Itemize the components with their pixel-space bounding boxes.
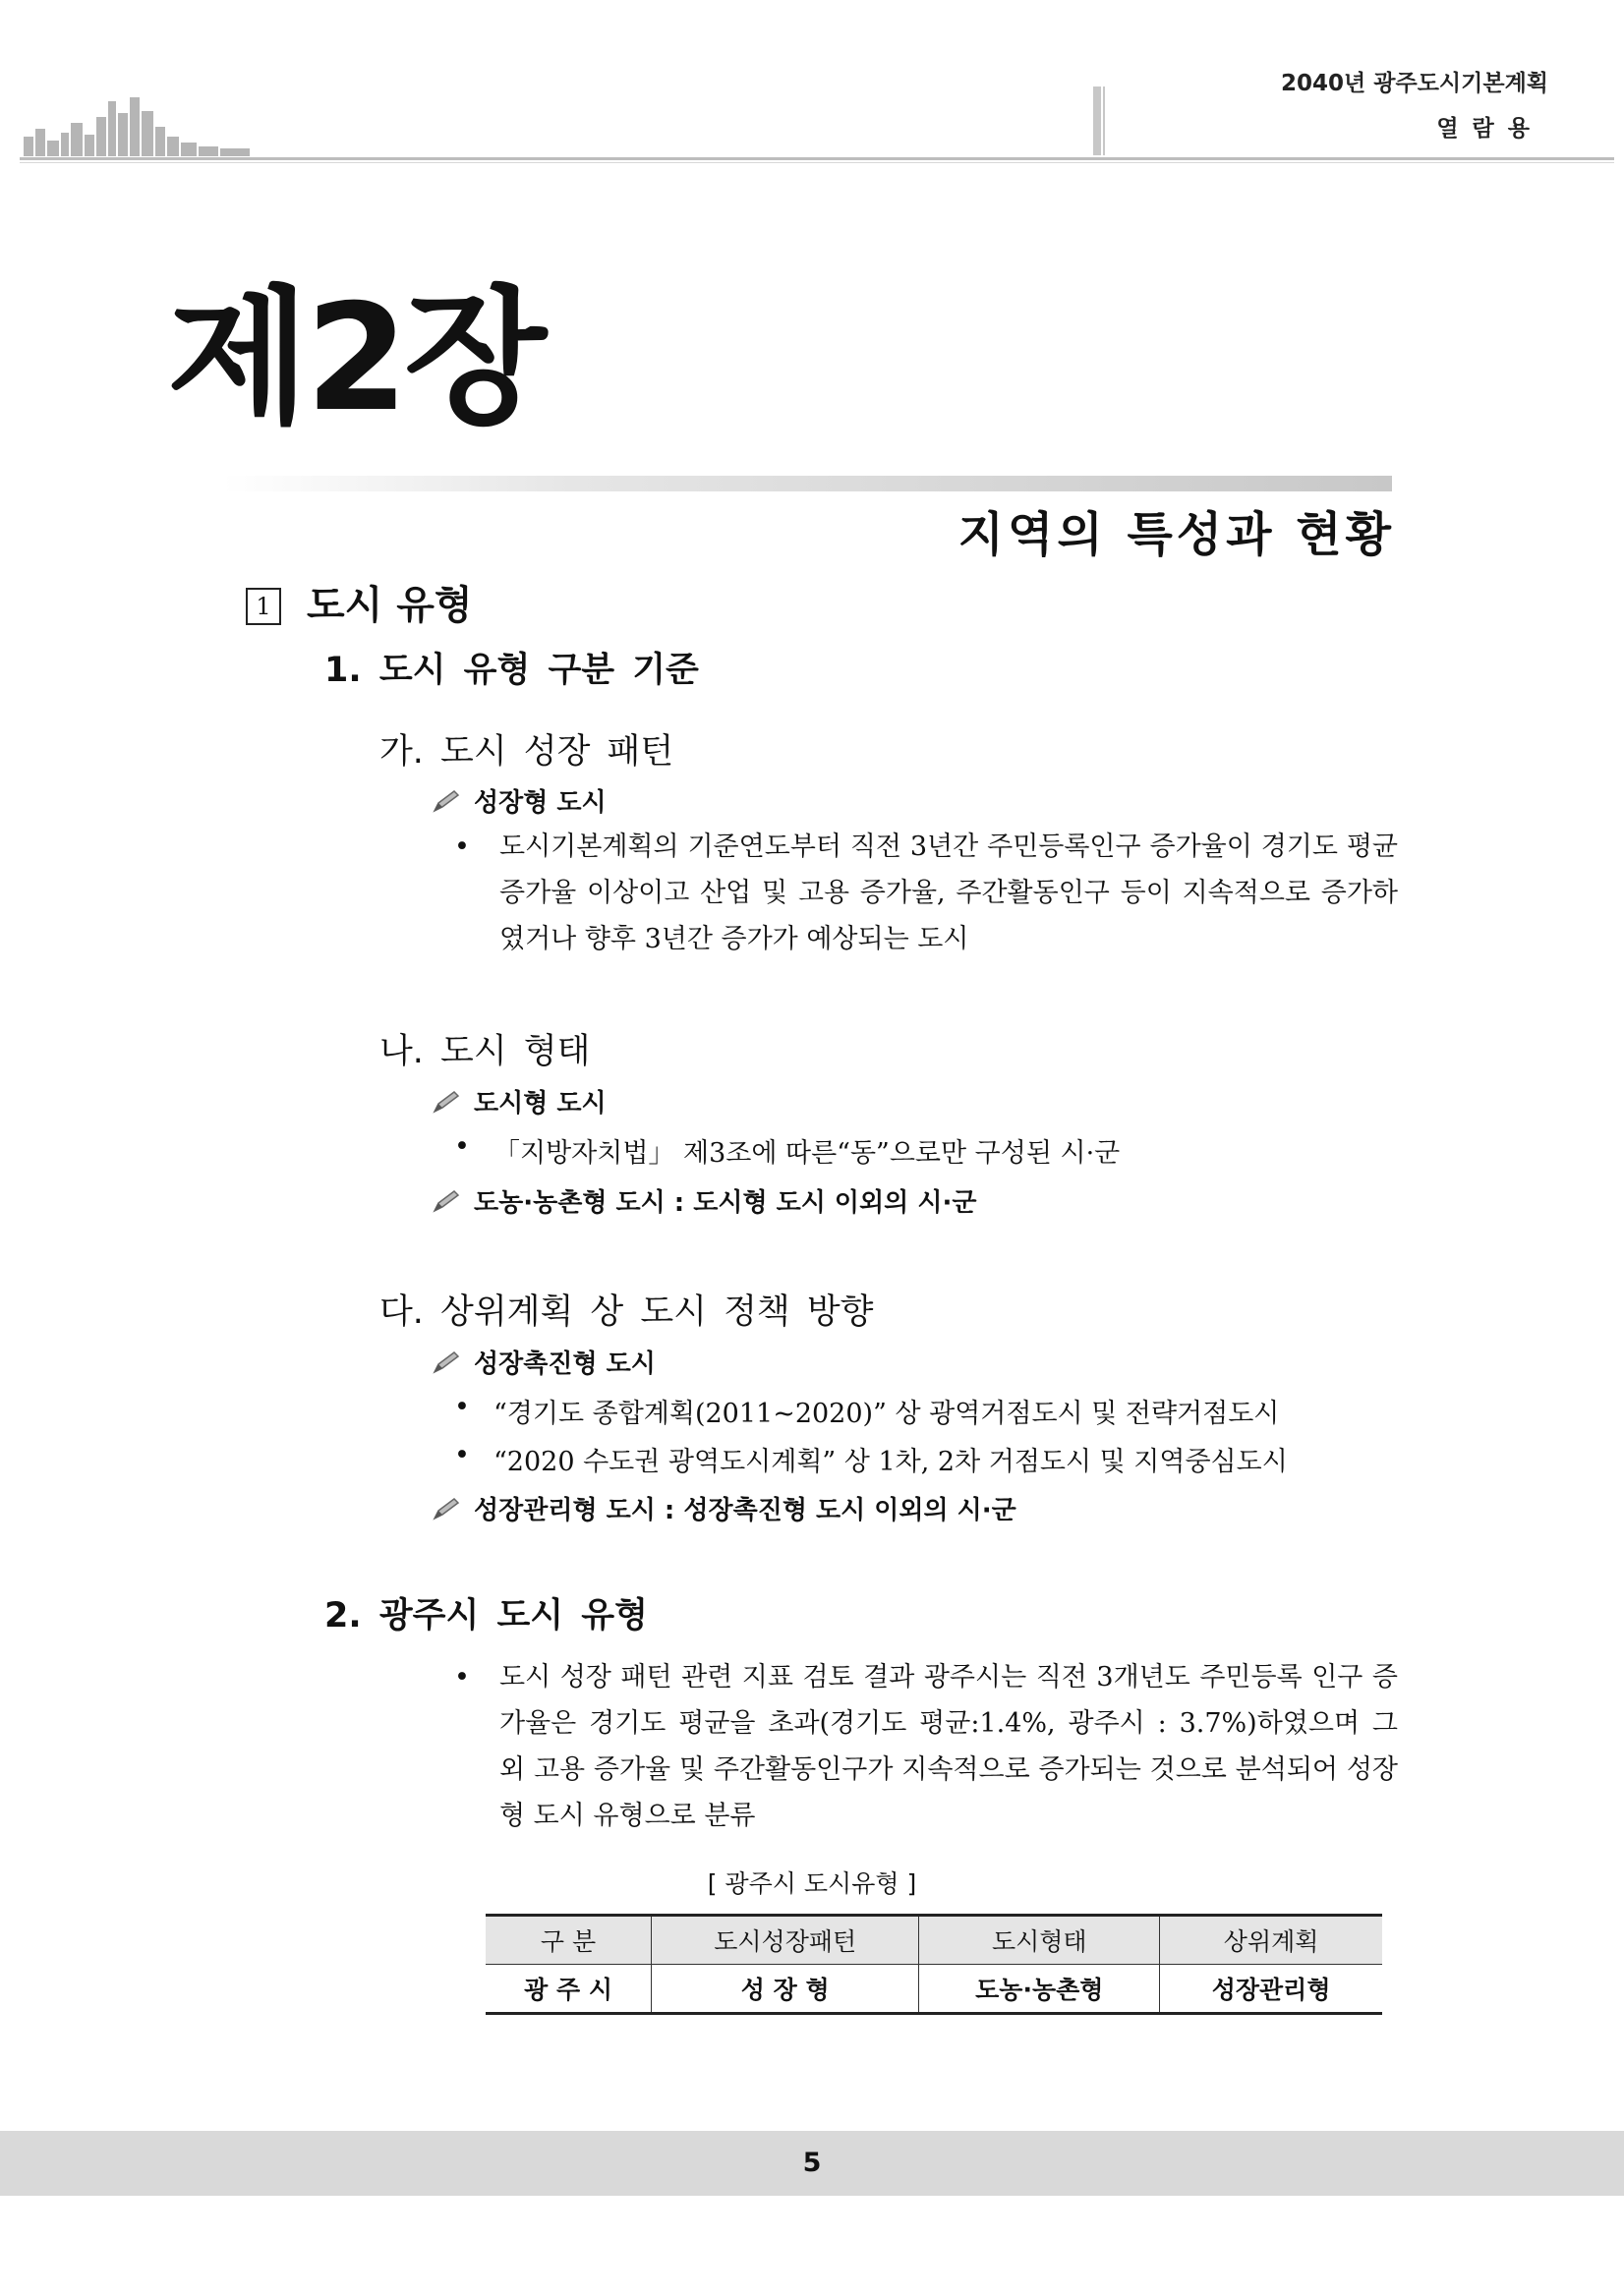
bullet-text: “2020 수도권 광역도시계획” 상 1차, 2차 거점도시 및 지역중심도시: [493, 1447, 1288, 1477]
bullet-text: “경기도 종합계획(2011~2020)” 상 광역거점도시 및 전략거점도시: [493, 1399, 1280, 1429]
bullet-dot: •: [454, 1392, 470, 1422]
pen-item-growth-management: [433, 1490, 1016, 1526]
bullet-dot: •: [454, 1131, 470, 1162]
skyline-logo: [24, 93, 260, 156]
subsection-heading-1: 1. 도시 유형 구분 기준: [324, 651, 699, 690]
bullet-text: 도시 성장 패턴 관련 지표 검토 결과 광주시는 직전 3개년도 주민등록 인구 증가율은 경기도 평균을 초과(경기도 평균:1.4%, 광주시 : 3.7%)하였으며 그 외 고용 증가율 및 주간활동인구가 지속적으로 증가되는 것으로 분석되어 성장형 도시 유형으로 분류: [499, 1662, 1398, 1831]
table-caption: [ 광주시 도시유형 ]: [707, 1869, 917, 1898]
bullet-dot: •: [454, 1440, 470, 1470]
section-heading: [246, 574, 473, 630]
bullet-metropolitan-plan: [454, 1440, 1288, 1478]
chapter-subtitle: 지역의 특성과 현황: [957, 507, 1395, 562]
page-number-footer: 5: [0, 2131, 1624, 2196]
pen-item-label: 성장형 도시: [474, 788, 607, 818]
document-title: 2040년 광주도시기본계획: [1281, 71, 1548, 96]
item-heading-da: 다. 상위계획 상 도시 정책 방향: [379, 1292, 874, 1332]
pen-item-label: 성장관리형 도시 : 성장촉진형 도시 이외의 시·군: [474, 1496, 1016, 1525]
pen-item-rural-city: [433, 1182, 976, 1219]
pen-item-label: 도농·농촌형 도시 : 도시형 도시 이외의 시·군: [474, 1188, 977, 1218]
header-divider-bar: [1093, 86, 1101, 155]
section-title: 도시 유형: [307, 583, 473, 628]
pen-item-label: 성장촉진형 도시: [474, 1349, 656, 1379]
pen-item-growth-promotion: [433, 1344, 656, 1380]
header-rule: [20, 157, 1614, 160]
pencil-icon: [433, 1189, 460, 1213]
bullet-text: 「지방자치법」 제3조에 따른“동”으로만 구성된 시·군: [493, 1138, 1121, 1169]
table-row: [486, 1965, 1382, 2014]
pen-item-growth-city: [433, 782, 607, 819]
bullet-dot: •: [454, 832, 470, 862]
bullet-dot: •: [454, 1662, 470, 1693]
subsection-heading-2: 2. 광주시 도시 유형: [324, 1596, 648, 1636]
pencil-icon: [433, 789, 460, 813]
table-header-cell: 도시성장패턴: [652, 1916, 919, 1965]
chapter-gradient-rule: [222, 476, 1392, 491]
bullet-growth-city-definition: [454, 824, 1398, 962]
table-header-cell: 도시형태: [919, 1916, 1160, 1965]
pencil-icon: [433, 1350, 460, 1374]
document-subtitle: 열람용: [1436, 116, 1543, 142]
section-marker-box: 1: [246, 588, 281, 625]
header-divider-bar-thin: [1103, 86, 1105, 155]
bullet-urban-city-definition: [454, 1131, 1120, 1170]
table-header-row: [486, 1916, 1382, 1965]
table-cell: 도농·농촌형: [919, 1965, 1160, 2014]
bullet-text: 도시기본계획의 기준연도부터 직전 3년간 주민등록인구 증가율이 경기도 평균 증가율 이상이고 산업 및 고용 증가율, 주간활동인구 등이 지속적으로 증가하였거나 향후 3년간 증가가 예상되는 도시: [499, 832, 1398, 954]
chapter-number: 제2장: [167, 273, 544, 444]
table-header-cell: 구 분: [486, 1916, 652, 1965]
bullet-comprehensive-plan: [454, 1392, 1279, 1430]
bullet-gwangju-classification: [454, 1654, 1398, 1839]
table-cell: 성장관리형: [1160, 1965, 1382, 2014]
item-heading-na: 나. 도시 형태: [379, 1032, 591, 1071]
pen-item-label: 도시형 도시: [474, 1089, 607, 1119]
pen-item-urban-city: [433, 1083, 607, 1119]
pencil-icon: [433, 1090, 460, 1114]
table-cell: 광 주 시: [524, 1976, 612, 2004]
city-type-table: [486, 1914, 1382, 2015]
header-rule-thin: [20, 162, 1614, 163]
table-cell: 성 장 형: [652, 1965, 919, 2014]
pencil-icon: [433, 1497, 460, 1521]
table-header-cell: 상위계획: [1160, 1916, 1382, 1965]
item-heading-ga: 가. 도시 성장 패턴: [379, 732, 674, 772]
